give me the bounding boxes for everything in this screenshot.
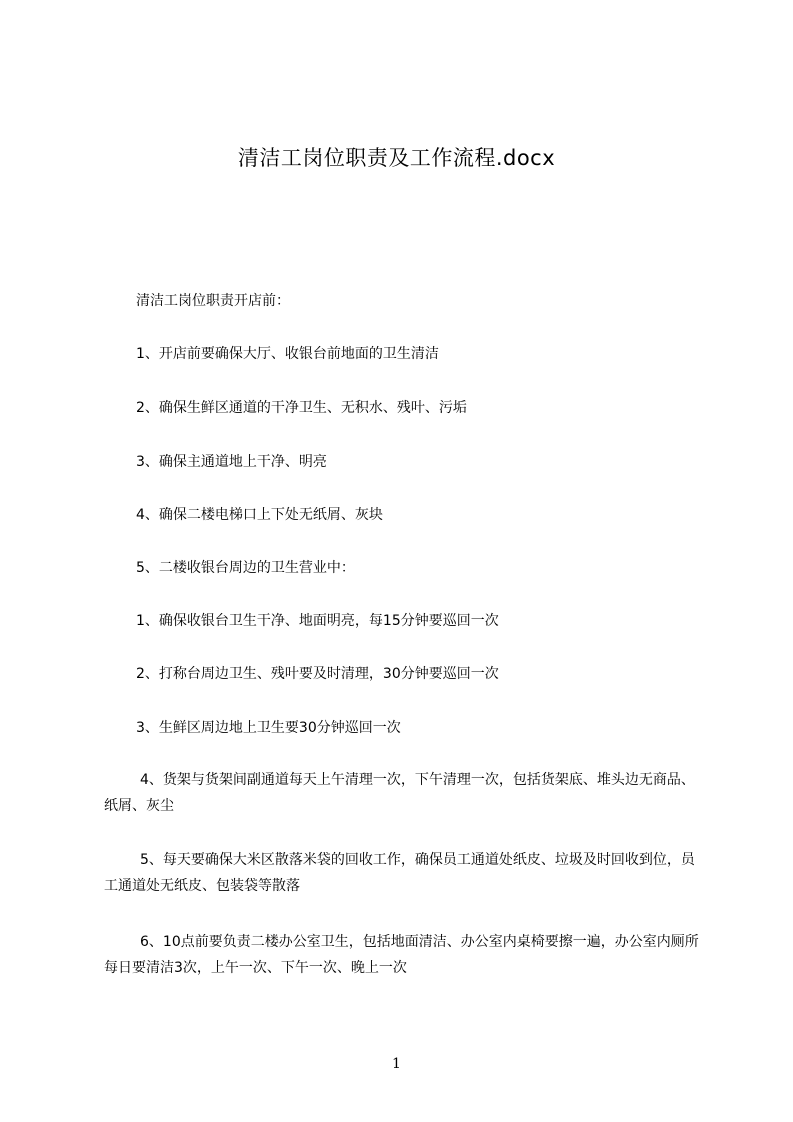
paragraph-item: 5、二楼收银台周边的卫生营业中： [136,560,355,576]
paragraph-item: 2、打称台周边卫生、残叶要及时清理，30分钟要巡回一次 [136,666,499,682]
document-title: 清洁工岗位职责及工作流程.docx [237,146,556,170]
paragraph-item: 3、生鲜区周边地上卫生要30分钟巡回一次 [136,720,401,736]
paragraph-heading-before-open: 清洁工岗位职责开店前： [136,293,290,309]
paragraph-item: 2、确保生鲜区通道的干净卫生、无积水、残叶、污垢 [136,400,467,416]
paragraph-item: 3、确保主通道地上干净、明亮 [136,454,327,470]
paragraph-item: 1、开店前要确保大厅、收银台前地面的卫生清洁 [136,346,439,362]
paragraph-item: 1、确保收银台卫生干净、地面明亮，每15分钟要巡回一次 [136,613,499,629]
paragraph-item: 4、确保二楼电梯口上下处无纸屑、灰块 [136,507,383,523]
paragraph-item: 4、货架与货架间副通道每天上午清理一次，下午清理一次，包括货架底、堆头边无商品、纸屑、灰尘 [104,772,695,814]
paragraph-item: 5、每天要确保大米区散落米袋的回收工作，确保员工通道处纸皮、垃圾及时回收到位，员工通道处无纸皮、包装袋等散落 [104,852,695,894]
paragraph-item: 6、10点前要负责二楼办公室卫生，包括地面清洁、办公室内桌椅要擦一遍，办公室内厕所每日要清洁3次，上午一次、下午一次、晚上一次 [104,934,699,976]
page-number: 1 [392,1056,401,1072]
